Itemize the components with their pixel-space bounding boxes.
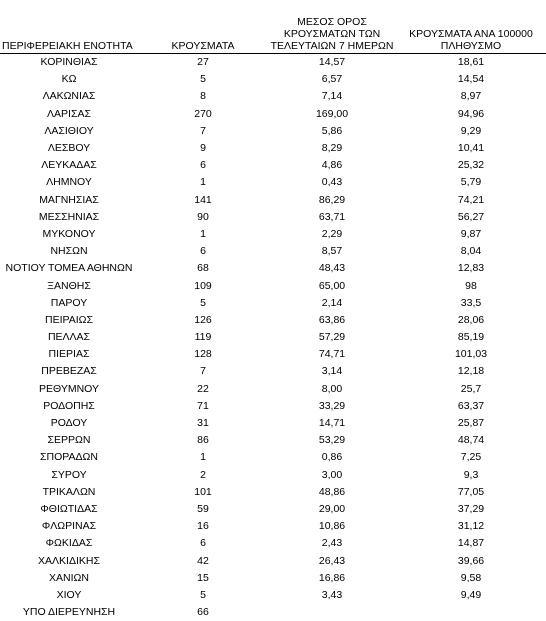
table-row xyxy=(0,501,546,518)
average-7day-cell: 26,43 xyxy=(268,552,396,569)
header-per-100000-line-1: ΚΡΟΥΣΜΑΤΑ ΑΝΑ 100000 xyxy=(396,28,546,40)
per-100000-cell: 14,54 xyxy=(396,71,546,88)
average-7day-cell: 2,29 xyxy=(268,226,396,243)
per-100000-cell: 25,32 xyxy=(396,157,546,174)
average-7day-cell: 63,71 xyxy=(268,209,396,226)
region-cell: ΣΕΡΡΩΝ xyxy=(0,432,138,449)
region-cell: ΠΙΕΡΙΑΣ xyxy=(0,346,138,363)
per-100000-cell: 94,96 xyxy=(396,106,546,123)
cases-cell: 31 xyxy=(138,415,268,432)
region-cell: ΧΙΟΥ xyxy=(0,587,138,604)
region-cell: ΠΑΡΟΥ xyxy=(0,295,138,312)
per-100000-cell: 9,29 xyxy=(396,123,546,140)
cases-cell: 2 xyxy=(138,467,268,484)
header-7day-average-line-2: ΚΡΟΥΣΜΑΤΩΝ ΤΩΝ xyxy=(268,28,396,40)
per-100000-cell: 7,25 xyxy=(396,449,546,466)
table-row xyxy=(0,398,546,415)
table-body xyxy=(0,54,546,621)
table-row xyxy=(0,295,546,312)
per-100000-cell: 8,04 xyxy=(396,243,546,260)
table-row xyxy=(0,381,546,398)
region-cell: ΧΑΛΚΙΔΙΚΗΣ xyxy=(0,552,138,569)
table-row xyxy=(0,467,546,484)
cases-cell: 6 xyxy=(138,243,268,260)
per-100000-cell: 98 xyxy=(396,277,546,294)
table-row xyxy=(0,192,546,209)
average-7day-cell: 8,57 xyxy=(268,243,396,260)
per-100000-cell: 37,29 xyxy=(396,501,546,518)
table-row xyxy=(0,346,546,363)
per-100000-cell: 85,19 xyxy=(396,329,546,346)
per-100000-cell: 56,27 xyxy=(396,209,546,226)
table-row xyxy=(0,209,546,226)
average-7day-cell: 86,29 xyxy=(268,192,396,209)
table-row xyxy=(0,243,546,260)
cases-cell: 7 xyxy=(138,123,268,140)
per-100000-cell: 63,37 xyxy=(396,398,546,415)
per-100000-cell: 10,41 xyxy=(396,140,546,157)
average-7day-cell: 14,57 xyxy=(268,54,396,72)
table-row xyxy=(0,106,546,123)
region-cell: ΚΟΡΙΝΘΙΑΣ xyxy=(0,54,138,72)
average-7day-cell: 33,29 xyxy=(268,398,396,415)
region-cell: ΤΡΙΚΑΛΩΝ xyxy=(0,484,138,501)
header-per-100000 xyxy=(396,8,546,54)
region-cell: ΦΛΩΡΙΝΑΣ xyxy=(0,518,138,535)
cases-by-regional-unit-table xyxy=(0,8,546,621)
table-row xyxy=(0,587,546,604)
per-100000-cell: 33,5 xyxy=(396,295,546,312)
region-cell: ΠΡΕΒΕΖΑΣ xyxy=(0,363,138,380)
region-cell: ΛΕΣΒΟΥ xyxy=(0,140,138,157)
region-cell: ΛΑΡΙΣΑΣ xyxy=(0,106,138,123)
per-100000-cell: 12,18 xyxy=(396,363,546,380)
region-cell: ΡΟΔΟΠΗΣ xyxy=(0,398,138,415)
per-100000-cell: 9,58 xyxy=(396,570,546,587)
table-row xyxy=(0,174,546,191)
cases-cell: 8 xyxy=(138,88,268,105)
region-cell: ΛΑΣΙΘΙΟΥ xyxy=(0,123,138,140)
average-7day-cell: 10,86 xyxy=(268,518,396,535)
cases-cell: 1 xyxy=(138,226,268,243)
header-per-100000-line-2: ΠΛΗΘΥΣΜΟ xyxy=(396,40,546,52)
cases-cell: 5 xyxy=(138,295,268,312)
table-row xyxy=(0,312,546,329)
header-7day-average-line-1: ΜΕΣΟΣ ΟΡΟΣ xyxy=(268,16,396,28)
average-7day-cell: 5,86 xyxy=(268,123,396,140)
per-100000-cell: 28,06 xyxy=(396,312,546,329)
average-7day-cell: 7,14 xyxy=(268,88,396,105)
region-cell: ΠΕΛΛΑΣ xyxy=(0,329,138,346)
region-cell: ΜΕΣΣΗΝΙΑΣ xyxy=(0,209,138,226)
cases-cell: 7 xyxy=(138,363,268,380)
region-cell: ΜΥΚΟΝΟΥ xyxy=(0,226,138,243)
region-cell: ΝΗΣΩΝ xyxy=(0,243,138,260)
region-cell: ΛΕΥΚΑΔΑΣ xyxy=(0,157,138,174)
region-cell: ΛΗΜΝΟΥ xyxy=(0,174,138,191)
average-7day-cell: 48,43 xyxy=(268,260,396,277)
table-row xyxy=(0,329,546,346)
header-7day-average xyxy=(268,8,396,54)
cases-cell: 1 xyxy=(138,449,268,466)
region-cell: ΠΕΙΡΑΙΩΣ xyxy=(0,312,138,329)
per-100000-cell: 14,87 xyxy=(396,535,546,552)
average-7day-cell: 6,57 xyxy=(268,71,396,88)
average-7day-cell: 16,86 xyxy=(268,570,396,587)
per-100000-cell: 5,79 xyxy=(396,174,546,191)
per-100000-cell: 31,12 xyxy=(396,518,546,535)
cases-cell: 141 xyxy=(138,192,268,209)
table-row xyxy=(0,535,546,552)
cases-cell: 6 xyxy=(138,535,268,552)
table-row xyxy=(0,518,546,535)
region-cell: ΣΥΡΟΥ xyxy=(0,467,138,484)
cases-cell: 86 xyxy=(138,432,268,449)
per-100000-cell: 48,74 xyxy=(396,432,546,449)
average-7day-cell: 169,00 xyxy=(268,106,396,123)
average-7day-cell: 57,29 xyxy=(268,329,396,346)
average-7day-cell: 3,00 xyxy=(268,467,396,484)
per-100000-cell: 25,87 xyxy=(396,415,546,432)
table-row xyxy=(0,123,546,140)
per-100000-cell: 25,7 xyxy=(396,381,546,398)
table-row xyxy=(0,484,546,501)
average-7day-cell: 53,29 xyxy=(268,432,396,449)
header-row xyxy=(0,8,546,54)
cases-cell: 22 xyxy=(138,381,268,398)
per-100000-cell: 8,97 xyxy=(396,88,546,105)
table-row xyxy=(0,157,546,174)
average-7day-cell: 3,14 xyxy=(268,363,396,380)
cases-cell: 5 xyxy=(138,587,268,604)
average-7day-cell: 29,00 xyxy=(268,501,396,518)
cases-cell: 9 xyxy=(138,140,268,157)
table-row xyxy=(0,604,546,621)
region-cell: ΧΑΝΙΩΝ xyxy=(0,570,138,587)
per-100000-cell: 39,66 xyxy=(396,552,546,569)
average-7day-cell xyxy=(268,604,396,621)
per-100000-cell xyxy=(396,604,546,621)
table-row xyxy=(0,415,546,432)
cases-cell: 6 xyxy=(138,157,268,174)
cases-cell: 5 xyxy=(138,71,268,88)
table-row xyxy=(0,449,546,466)
cases-cell: 109 xyxy=(138,277,268,294)
region-cell: ΣΠΟΡΑΔΩΝ xyxy=(0,449,138,466)
average-7day-cell: 0,43 xyxy=(268,174,396,191)
table-row xyxy=(0,71,546,88)
region-cell: ΦΩΚΙΔΑΣ xyxy=(0,535,138,552)
average-7day-cell: 65,00 xyxy=(268,277,396,294)
region-cell: ΜΑΓΝΗΣΙΑΣ xyxy=(0,192,138,209)
cases-cell: 68 xyxy=(138,260,268,277)
region-cell: ΛΑΚΩΝΙΑΣ xyxy=(0,88,138,105)
per-100000-cell: 101,03 xyxy=(396,346,546,363)
cases-cell: 270 xyxy=(138,106,268,123)
average-7day-cell: 63,86 xyxy=(268,312,396,329)
per-100000-cell: 12,83 xyxy=(396,260,546,277)
per-100000-cell: 9,87 xyxy=(396,226,546,243)
table-row xyxy=(0,54,546,72)
per-100000-cell: 9,49 xyxy=(396,587,546,604)
cases-cell: 1 xyxy=(138,174,268,191)
table-header xyxy=(0,8,546,54)
cases-cell: 15 xyxy=(138,570,268,587)
header-region: ΠΕΡΙΦΕΡΕΙΑΚΗ ΕΝΟΤΗΤΑ xyxy=(0,8,138,54)
header-cases: ΚΡΟΥΣΜΑΤΑ xyxy=(138,8,268,54)
table-row xyxy=(0,88,546,105)
header-7day-average-line-3: ΤΕΛΕΥΤΑΙΩΝ 7 ΗΜΕΡΩΝ xyxy=(268,40,396,52)
cases-cell: 59 xyxy=(138,501,268,518)
region-cell: ΥΠΟ ΔΙΕΡΕΥΝΗΣΗ xyxy=(0,604,138,621)
table-row xyxy=(0,140,546,157)
cases-cell: 90 xyxy=(138,209,268,226)
cases-cell: 27 xyxy=(138,54,268,72)
table-row xyxy=(0,277,546,294)
cases-cell: 16 xyxy=(138,518,268,535)
region-cell: ΡΕΘΥΜΝΟΥ xyxy=(0,381,138,398)
cases-cell: 66 xyxy=(138,604,268,621)
average-7day-cell: 0,86 xyxy=(268,449,396,466)
average-7day-cell: 3,43 xyxy=(268,587,396,604)
cases-cell: 119 xyxy=(138,329,268,346)
table-row xyxy=(0,260,546,277)
region-cell: ΞΑΝΘΗΣ xyxy=(0,277,138,294)
average-7day-cell: 74,71 xyxy=(268,346,396,363)
region-cell: ΦΘΙΩΤΙΔΑΣ xyxy=(0,501,138,518)
table-row xyxy=(0,570,546,587)
region-cell: ΝΟΤΙΟΥ ΤΟΜΕΑ ΑΘΗΝΩΝ xyxy=(0,260,138,277)
cases-cell: 42 xyxy=(138,552,268,569)
average-7day-cell: 14,71 xyxy=(268,415,396,432)
average-7day-cell: 8,29 xyxy=(268,140,396,157)
average-7day-cell: 48,86 xyxy=(268,484,396,501)
average-7day-cell: 2,43 xyxy=(268,535,396,552)
table-row xyxy=(0,552,546,569)
table-row xyxy=(0,363,546,380)
per-100000-cell: 9,3 xyxy=(396,467,546,484)
cases-cell: 128 xyxy=(138,346,268,363)
cases-cell: 101 xyxy=(138,484,268,501)
region-cell: ΡΟΔΟΥ xyxy=(0,415,138,432)
average-7day-cell: 2,14 xyxy=(268,295,396,312)
average-7day-cell: 4,86 xyxy=(268,157,396,174)
table-row xyxy=(0,226,546,243)
region-cell: ΚΩ xyxy=(0,71,138,88)
cases-cell: 71 xyxy=(138,398,268,415)
per-100000-cell: 77,05 xyxy=(396,484,546,501)
per-100000-cell: 74,21 xyxy=(396,192,546,209)
cases-cell: 126 xyxy=(138,312,268,329)
average-7day-cell: 8,00 xyxy=(268,381,396,398)
table-row xyxy=(0,432,546,449)
per-100000-cell: 18,61 xyxy=(396,54,546,72)
